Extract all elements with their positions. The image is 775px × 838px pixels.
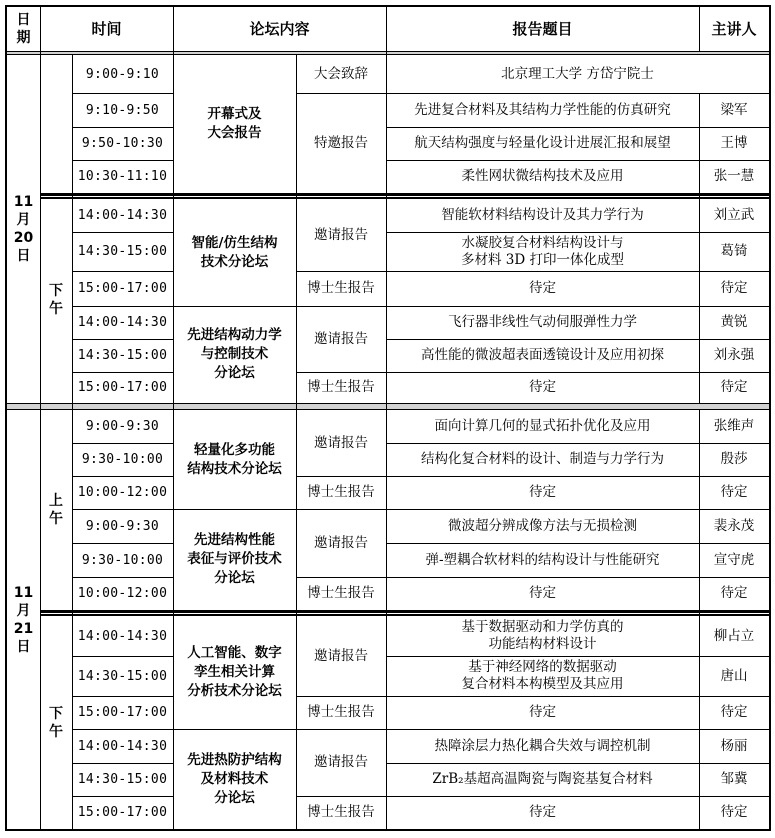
header-separator-line-2 xyxy=(7,54,769,55)
day1-type-invited-b: 邀请报告 xyxy=(314,330,368,347)
day-separator-line xyxy=(7,403,769,404)
header-speaker: 主讲人 xyxy=(711,19,757,38)
day2-speaker-5: 宣守虎 xyxy=(713,551,755,568)
day1-type-keynote: 特邀报告 xyxy=(314,134,368,151)
day2-type-invited-b: 邀请报告 xyxy=(314,534,368,551)
row-line xyxy=(296,577,769,578)
day2-talk-title-5: 弹-塑耦合软材料的结构设计与性能研究 xyxy=(425,551,660,568)
day1-speaker-9: 待定 xyxy=(720,379,748,395)
vline-date xyxy=(40,7,41,829)
row-line xyxy=(72,160,173,161)
day2-time-8: 14:30-15:00 xyxy=(77,668,168,684)
day2-talk-title-6: 待定 xyxy=(529,585,556,601)
vline-forum xyxy=(296,55,297,829)
vline-title-day1 xyxy=(699,93,700,403)
day1-afternoon: 下 午 xyxy=(49,282,63,317)
day1-time-6: 14:30-15:00 xyxy=(77,244,168,259)
day1-type-phd-b: 博士生报告 xyxy=(307,379,375,395)
day1-time-7: 15:00-17:00 xyxy=(77,281,168,296)
day2-morning: 上 午 xyxy=(49,493,63,527)
frame-left xyxy=(5,5,7,831)
row-line xyxy=(296,271,769,272)
day2-type-invited-a: 邀请报告 xyxy=(314,434,368,451)
row-line xyxy=(386,656,769,657)
day2-session-separator-2 xyxy=(40,614,769,616)
day2-time-2: 9:30-10:00 xyxy=(81,452,164,467)
day1-speaker-7: 黄锐 xyxy=(720,314,748,330)
day2-speaker-8: 唐山 xyxy=(720,667,748,684)
vline-title-day2 xyxy=(699,410,700,829)
row-line xyxy=(72,232,173,233)
day2-time-12: 15:00-17:00 xyxy=(77,805,168,820)
frame-right xyxy=(769,5,771,831)
day1-date: 11 月 20 日 xyxy=(13,194,34,264)
row-line xyxy=(386,543,769,544)
day2-session-separator xyxy=(40,610,769,613)
frame-bottom xyxy=(5,829,771,831)
row-line xyxy=(296,696,769,697)
day1-time-1: 9:00-9:10 xyxy=(85,66,160,82)
day1-speaker-5: 葛锜 xyxy=(720,243,748,259)
day1-time-9: 14:30-15:00 xyxy=(77,348,168,363)
day2-speaker-6: 待定 xyxy=(720,585,748,601)
row-line xyxy=(386,160,769,161)
day1-talk-title-2: 航天结构强度与轻量化设计进展汇报和展望 xyxy=(414,135,671,151)
day2-speaker-4: 裴永茂 xyxy=(713,517,755,534)
day1-talk-title-3: 柔性网状微结构技术及应用 xyxy=(461,168,624,184)
header-report-title: 报告题目 xyxy=(512,19,573,38)
row-line xyxy=(296,796,769,797)
header-date: 日 期 xyxy=(16,12,31,46)
day1-forum-dynamics: 先进结构动力学 与控制技术 分论坛 xyxy=(187,327,282,381)
day2-time-7: 14:00-14:30 xyxy=(77,628,168,644)
row-line xyxy=(296,93,769,94)
day1-speaker-3: 张一慧 xyxy=(713,168,755,184)
day-separator-line-2 xyxy=(7,409,769,410)
day2-time-1: 9:00-9:30 xyxy=(85,419,160,434)
day1-type-phd-a: 博士生报告 xyxy=(307,280,375,296)
day1-time-10: 15:00-17:00 xyxy=(77,380,168,395)
day1-time-8: 14:00-14:30 xyxy=(77,315,168,330)
row-line xyxy=(72,509,769,510)
day1-session-separator-2 xyxy=(40,197,769,199)
day1-forum-opening: 开幕式及 大会报告 xyxy=(207,106,262,141)
day1-time-2: 9:10-9:50 xyxy=(85,102,160,118)
day2-talk-title-8: 基于神经网络的数据驱动 复合材料本构模型及其应用 xyxy=(461,659,624,692)
day1-type-welcome: 大会致辞 xyxy=(314,65,368,82)
day2-forum-characterization: 先进结构性能 表征与评价技术 分论坛 xyxy=(187,532,282,586)
day1-talk-title-8: 高性能的微波超表面透镜设计及应用初探 xyxy=(421,347,664,363)
day1-session-separator xyxy=(40,193,769,196)
day2-speaker-1: 张维声 xyxy=(713,418,755,434)
day2-talk-title-4: 微波超分辨成像方法与无损检测 xyxy=(448,517,637,534)
day2-forum-lightweight: 轻量化多功能 结构技术分论坛 xyxy=(187,441,282,477)
row-line xyxy=(296,476,769,477)
day2-talk-title-2: 结构化复合材料的设计、制造与力学行为 xyxy=(421,451,664,467)
row-line xyxy=(72,306,769,307)
day2-time-6: 10:00-12:00 xyxy=(77,586,168,601)
day2-afternoon: 下 午 xyxy=(49,705,63,740)
day1-time-4: 10:30-11:10 xyxy=(77,169,168,184)
row-line xyxy=(386,339,769,340)
day2-talk-title-12: 待定 xyxy=(529,804,556,820)
row-line xyxy=(72,476,173,477)
row-line xyxy=(72,577,173,578)
day1-welcome-speech: 北京理工大学 方岱宁院士 xyxy=(501,65,654,82)
day2-talk-title-3: 待定 xyxy=(529,484,556,500)
day1-time-5: 14:00-14:30 xyxy=(77,208,168,223)
row-line xyxy=(72,729,769,730)
row-line xyxy=(72,763,173,764)
row-line xyxy=(72,796,173,797)
vline-time xyxy=(173,7,174,829)
row-line xyxy=(72,543,173,544)
day2-time-5: 9:30-10:00 xyxy=(81,552,164,568)
header-separator-line xyxy=(7,51,769,52)
day2-type-invited-d: 邀请报告 xyxy=(314,754,368,770)
day2-speaker-9: 待定 xyxy=(720,704,748,720)
header-forum: 论坛内容 xyxy=(249,19,310,38)
row-line xyxy=(72,696,173,697)
day2-talk-title-10: 热障涂层力热化耦合失效与调控机制 xyxy=(434,737,651,754)
day2-speaker-3: 待定 xyxy=(720,484,748,500)
day2-time-9: 15:00-17:00 xyxy=(77,705,168,720)
day1-talk-title-1: 先进复合材料及其结构力学性能的仿真研究 xyxy=(414,101,671,118)
row-line xyxy=(72,443,173,444)
row-line xyxy=(72,127,173,128)
frame-top xyxy=(5,5,771,7)
day2-time-10: 14:00-14:30 xyxy=(77,738,168,754)
day2-time-3: 10:00-12:00 xyxy=(77,485,168,500)
day2-speaker-7: 柳占立 xyxy=(713,627,755,644)
day2-talk-title-1: 面向计算几何的显式拓扑优化及应用 xyxy=(434,418,651,434)
day1-speaker-4: 刘立武 xyxy=(713,207,755,223)
day1-speaker-6: 待定 xyxy=(720,280,748,296)
row-line xyxy=(72,372,173,373)
day2-type-phd-b: 博士生报告 xyxy=(307,585,375,601)
day1-time-3: 9:50-10:30 xyxy=(81,136,164,151)
day2-talk-title-9: 待定 xyxy=(529,704,556,720)
day2-time-11: 14:30-15:00 xyxy=(77,772,168,787)
row-line xyxy=(296,372,769,373)
day1-type-invited-a: 邀请报告 xyxy=(314,226,368,243)
day1-talk-title-5: 水凝胶复合材料结构设计与 多材料 3D 打印一体化成型 xyxy=(461,234,624,268)
day1-talk-title-6: 待定 xyxy=(529,280,556,296)
day2-talk-title-7: 基于数据驱动和力学仿真的 功能结构材料设计 xyxy=(461,619,624,652)
day1-speaker-1: 梁军 xyxy=(720,101,748,118)
day2-type-phd-d: 博士生报告 xyxy=(307,804,375,820)
day1-talk-title-9: 待定 xyxy=(529,379,556,395)
row-line xyxy=(72,339,173,340)
day2-forum-thermal: 先进热防护结构 及材料技术 分论坛 xyxy=(187,751,282,806)
day2-speaker-10: 杨丽 xyxy=(720,737,748,754)
row-line xyxy=(72,93,173,94)
row-line xyxy=(72,656,173,657)
day2-type-invited-c: 邀请报告 xyxy=(314,647,368,664)
vline-period xyxy=(72,55,73,829)
day2-type-phd-a: 博士生报告 xyxy=(307,484,375,500)
day2-speaker-11: 邹冀 xyxy=(720,771,748,787)
day1-talk-title-7: 飞行器非线性气动伺服弹性力学 xyxy=(448,314,637,330)
day2-forum-ai: 人工智能、数字 孪生相关计算 分析技术分论坛 xyxy=(187,645,282,699)
row-line xyxy=(386,127,769,128)
vline-title-day1-top xyxy=(699,7,700,51)
day2-speaker-12: 待定 xyxy=(720,804,748,820)
day2-type-phd-c: 博士生报告 xyxy=(307,704,375,720)
row-line xyxy=(386,232,769,233)
day2-time-4: 9:00-9:30 xyxy=(85,518,160,534)
row-line xyxy=(386,763,769,764)
day1-speaker-8: 刘永强 xyxy=(713,347,755,363)
day2-date: 11 月 21 日 xyxy=(13,584,34,655)
day1-forum-smart: 智能/仿生结构 技术分论坛 xyxy=(191,234,278,270)
row-line xyxy=(72,271,173,272)
day2-speaker-2: 殷莎 xyxy=(720,451,748,467)
header-time: 时间 xyxy=(91,19,122,38)
day2-talk-title-11: ZrB₂基超高温陶瓷与陶瓷基复合材料 xyxy=(432,771,653,787)
day1-speaker-2: 王博 xyxy=(720,135,748,151)
day1-talk-title-4: 智能软材料结构设计及其力学行为 xyxy=(441,207,644,223)
vline-type xyxy=(386,7,387,829)
row-line xyxy=(386,443,769,444)
